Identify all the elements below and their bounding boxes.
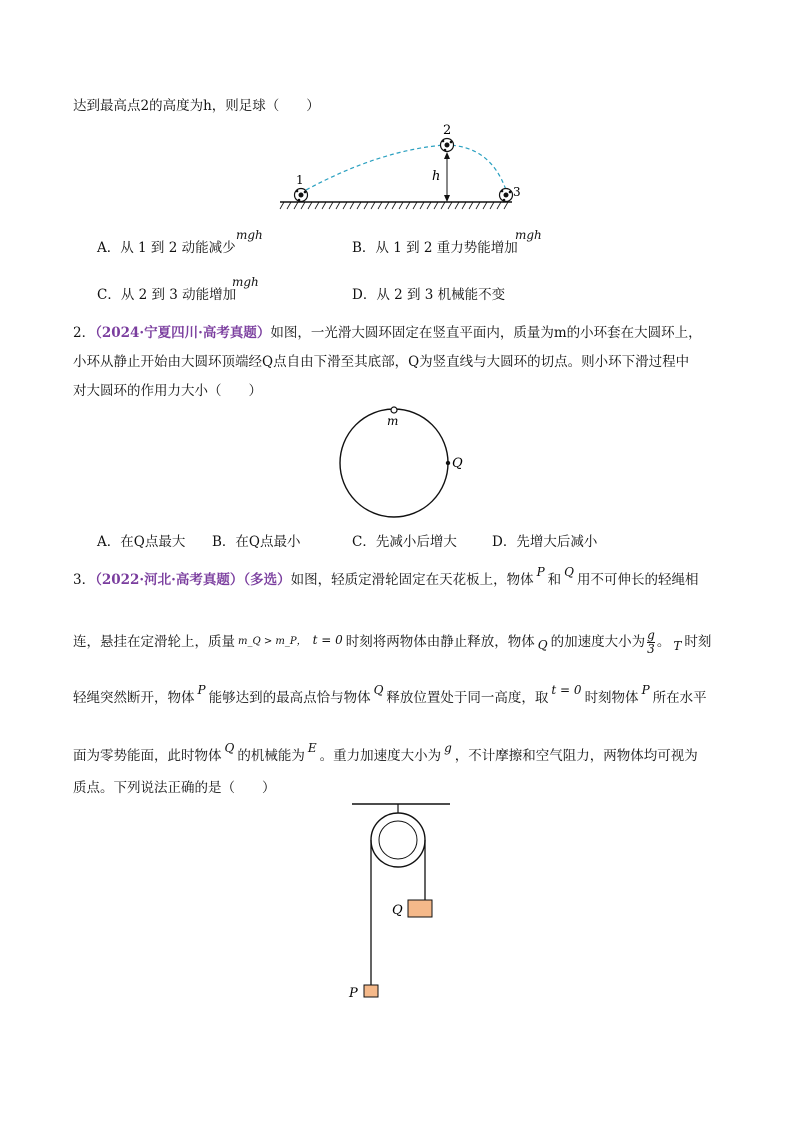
q3-sym-q: Q <box>564 565 574 579</box>
label-h: h <box>432 169 441 184</box>
label-block-q: Q <box>392 903 403 918</box>
q1-option-b[interactable]: B．从 1 到 2 重力势能增加 <box>352 240 518 256</box>
q3-l4-q: Q <box>224 741 235 755</box>
q3-l3-q: Q <box>373 683 384 697</box>
q3-l3b: 能够达到的最高点恰与物体 <box>208 690 371 706</box>
q3-pulley-figure <box>340 800 470 1010</box>
q3-line-5: 质点。下列说法正确的是（ ） <box>73 780 276 796</box>
q1-stem-tail: 达到最高点2的高度为h，则足球（ ） <box>73 98 320 114</box>
q3-l4-E: E <box>307 741 317 755</box>
q3-line-1 <box>73 565 699 590</box>
q2-option-d[interactable]: D．先增大后减小 <box>492 534 598 550</box>
q3-l3-t: t = 0 <box>551 683 582 697</box>
q3-frac-den: 3 <box>647 642 655 656</box>
q3-l1c: 用不可伸长的轻绳相 <box>577 572 699 588</box>
q1-option-b-formula: mgh <box>515 228 542 242</box>
q3-l2-t: t = 0 <box>312 633 343 647</box>
label-q: Q <box>452 456 463 471</box>
q2-option-a[interactable]: A．在Q点最大 <box>97 534 186 550</box>
q2-line-3: 对大圆环的作用力大小（ ） <box>73 383 262 399</box>
q3-frac-num: g <box>647 628 655 642</box>
ball-3 <box>500 189 513 202</box>
small-ring <box>391 407 397 413</box>
label-m: m <box>387 414 399 428</box>
q2-number: 2． <box>73 325 96 341</box>
q3-l2d: 。 <box>656 634 671 650</box>
label-1: 1 <box>296 173 304 187</box>
q2-line-1 <box>73 323 702 343</box>
q3-l2-q: Q <box>537 638 548 652</box>
q3-l3e: 所在水平 <box>652 690 707 706</box>
q1-option-c[interactable]: C．从 2 到 3 动能增加 <box>97 287 237 303</box>
q3-source: （2022·河北·高考真题） <box>95 572 244 588</box>
q3-l4d: ，不计摩擦和空气阻力，两物体均可视为 <box>454 748 698 764</box>
block-q <box>408 900 432 917</box>
q1-option-c-formula: mgh <box>232 275 259 289</box>
q3-l2b: 时刻将两物体由静止释放，物体 <box>345 634 535 650</box>
q3-l2-ineq: m_Q > m_P， <box>238 636 307 647</box>
q3-line-3 <box>73 683 707 708</box>
q3-l3a: 轻绳突然断开，物体 <box>73 690 195 706</box>
q3-fraction <box>647 629 655 656</box>
label-3: 3 <box>513 185 521 199</box>
q3-l2c: 的加速度大小为 <box>550 634 646 650</box>
q3-l1b: 和 <box>547 572 562 588</box>
q3-l2e: 时刻 <box>684 634 712 650</box>
q3-number: 3． <box>73 572 96 588</box>
q2-line-2: 小环从静止开始由大圆环顶端经Q点自由下滑至其底部，Q为竖直线与大圆环的切点。则小环下滑过程中 <box>73 354 690 370</box>
q1-option-a[interactable]: A．从 1 到 2 动能减少 <box>97 240 236 256</box>
q2-source: （2024·宁夏四川·高考真题） <box>95 325 271 341</box>
q3-l4-g: g <box>444 741 452 755</box>
label-2: 2 <box>443 123 452 138</box>
q1-option-a-formula: mgh <box>236 228 263 242</box>
q2-option-b[interactable]: B．在Q点最小 <box>212 534 301 550</box>
block-p <box>364 985 378 997</box>
q3-l2a: 连，悬挂在定滑轮上，质量 <box>73 634 235 650</box>
q3-sym-p: P <box>536 565 545 579</box>
q3-l3-p: P <box>197 683 206 697</box>
q3-l3d: 时刻物体 <box>584 690 639 706</box>
ball-1 <box>295 189 308 202</box>
q3-l4b: 的机械能为 <box>237 748 305 764</box>
label-block-p: P <box>349 986 358 1001</box>
point-q <box>446 461 450 465</box>
q1-football-figure <box>280 120 530 215</box>
q2-ring-figure <box>330 400 470 530</box>
q2-option-c[interactable]: C．先减小后增大 <box>352 534 457 550</box>
q3-tag: （多选） <box>243 572 291 588</box>
ball-2 <box>441 139 454 152</box>
q3-l2-T: T <box>673 639 682 653</box>
q3-line-2 <box>73 629 711 656</box>
q3-l4c: 。重力加速度大小为 <box>319 748 442 764</box>
q3-l3c: 释放位置处于同一高度，取 <box>386 690 549 706</box>
q3-l4a: 面为零势能面，此时物体 <box>73 748 222 764</box>
q1-option-d[interactable]: D．从 2 到 3 机械能不变 <box>352 287 506 303</box>
q2-text-1: 如图，一光滑大圆环固定在竖直平面内，质量为m的小环套在大圆环上， <box>270 325 702 341</box>
q3-l3-p2: P <box>641 683 650 697</box>
q3-line-4 <box>73 741 698 766</box>
q3-l1a: 如图，轻质定滑轮固定在天花板上，物体 <box>290 572 534 588</box>
